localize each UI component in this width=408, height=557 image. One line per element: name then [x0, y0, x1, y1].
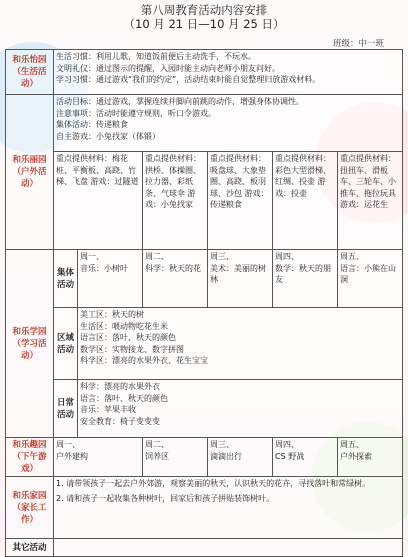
outdoor-zone-2 — [143, 152, 208, 250]
title-text: 第八周教育活动内容安排 — [140, 3, 268, 17]
day-activity: 音乐：小树叶 — [80, 263, 128, 273]
afternoon-day-wed — [208, 438, 273, 477]
life-content — [54, 50, 403, 95]
day-activity: 数学：秋天的朋友 — [275, 263, 331, 284]
afternoon-day-tue — [143, 438, 208, 477]
afternoon-section-label: 和乐趣园（下午游戏） — [6, 438, 54, 477]
area-line: 科学区：漂亮的水果外衣、花生宝宝 — [80, 356, 208, 365]
day-label: 周二、 — [145, 440, 169, 449]
home-row — [6, 477, 403, 539]
area-line: 语言区：落叶、秋天的颜色 — [80, 333, 176, 342]
day-activity: 户外探索 — [340, 451, 372, 461]
other-row — [6, 539, 403, 557]
learning-daily-row — [6, 380, 403, 438]
outdoor-zones-row — [6, 152, 403, 250]
day-activity: 美术：美丽的树林 — [210, 263, 266, 284]
area-activity-label: 区域活动 — [54, 308, 78, 380]
day-activity: 饲养区 — [145, 451, 169, 461]
group-day-fri — [338, 250, 403, 308]
day-label: 周五、 — [340, 440, 364, 449]
afternoon-row — [6, 438, 403, 477]
group-day-mon — [78, 250, 143, 308]
day-activity: 科学：秋天的花 — [145, 263, 201, 273]
outdoor-line: 自主游戏：小兔找家（体锻） — [56, 131, 160, 141]
home-item: 1. 请带领孩子一起去户外郊游，观察美丽的秋天，认识秋天的花卉，寻找落叶和常绿树。 — [56, 479, 371, 488]
daily-line: 语言：落叶、秋天的颜色 — [80, 393, 168, 403]
outdoor-content — [54, 95, 403, 152]
group-day-wed — [208, 250, 273, 308]
other-section-label: 其它活动 — [6, 539, 54, 557]
day-label: 周一、 — [80, 252, 104, 261]
home-item: 2. 请和孩子一起收集各种树叶，回家后和孩子拼贴装饰树叶。 — [56, 493, 275, 503]
day-label: 周五、 — [340, 252, 364, 261]
day-activity: 语言：小熊在山洞 — [340, 263, 396, 284]
outdoor-line: 注意事项：活动时能遵守规则，听口令游戏。 — [56, 108, 216, 118]
life-section-label: 和乐怡园（生活活动） — [6, 50, 54, 95]
zone-text: 重点提供材料：吸盘球、大象垫圈、高跷、板羽球、沙包 游戏：传递粮食 — [210, 154, 269, 209]
schedule-table — [5, 49, 403, 557]
life-line: 学习习惯：通过游戏“我们的约定”，活动结束时能自觉整理归放游戏材料。 — [56, 75, 321, 84]
outdoor-zone-1 — [54, 152, 143, 250]
outdoor-zone-5 — [338, 152, 403, 250]
afternoon-day-thu — [273, 438, 338, 477]
day-activity: CS 野战 — [275, 451, 305, 461]
area-content — [78, 308, 403, 380]
life-line: 生活习惯：利用儿歌，知道饭前便后主动洗手，不玩水。 — [56, 52, 256, 61]
daily-line: 安全教育：椅子变变变 — [80, 416, 160, 426]
group-day-tue — [143, 250, 208, 308]
day-label: 周四、 — [275, 252, 299, 261]
daily-line: 音乐：苹果丰收 — [80, 405, 136, 414]
date-range: （10 月 21 日—10 月 25 日） — [123, 17, 285, 31]
daily-line: 科学：漂亮的水果外衣 — [80, 382, 160, 391]
zone-text: 重点提供材料：拱桥、体操圈、拉力器、彩纸条、气球伞 游戏：小兔找家 — [145, 154, 201, 209]
life-line: 文明礼仪：通过图示的提醒，入园时能主动向老师小朋友问好。 — [56, 63, 280, 73]
area-line: 数学区：实物接龙、数字拼图 — [80, 344, 184, 354]
life-row — [6, 50, 403, 95]
day-label: 周三、 — [210, 440, 234, 449]
daily-content — [78, 380, 403, 438]
outdoor-row — [6, 95, 403, 152]
outdoor-line: 集体活动：传递粮食 — [56, 120, 128, 129]
learning-group-row — [6, 250, 403, 308]
zone-text: 重点提供材料：彩色大型滑梯、红绸、投壶 游戏：投壶 — [275, 154, 331, 198]
learning-area-row — [6, 308, 403, 380]
area-line: 美工区：秋天的树 — [80, 310, 144, 319]
learning-section-label: 和乐学园（学习活动） — [6, 250, 54, 438]
day-activity: 户外建构 — [56, 451, 88, 461]
group-day-thu — [273, 250, 338, 308]
day-activity: 滴滴出行 — [210, 451, 242, 461]
group-activity-label: 集体活动 — [54, 250, 78, 308]
day-label: 周二、 — [145, 252, 169, 261]
zone-text: 重点提供材料：扭扭车、滑板车、三轮车、小推车、拖拉玩具 游戏：运花生 — [340, 154, 396, 209]
outdoor-zone-3 — [208, 152, 273, 250]
day-label: 周三、 — [210, 252, 234, 261]
class-label: 班级：中一班 — [332, 39, 384, 49]
home-section-label: 和乐家园（家长工作） — [6, 477, 54, 539]
afternoon-day-fri — [338, 438, 403, 477]
outdoor-zone-4 — [273, 152, 338, 250]
outdoor-line: 活动目标：通过游戏，掌握连续并脚向前跳的动作，增强身体协调性。 — [56, 97, 304, 106]
home-content — [54, 477, 403, 539]
zone-text: 重点提供材料：梅花桩、平衡板、高跷、竹梯、飞盘 游戏：过隧道 — [56, 154, 139, 186]
day-label: 周一、 — [56, 440, 80, 449]
other-content — [54, 539, 403, 557]
area-line: 生活区：喂动物吃花生米 — [80, 321, 168, 331]
day-label: 周四、 — [275, 440, 299, 449]
afternoon-day-mon — [54, 438, 143, 477]
outdoor-section-label: 和乐丽园（户外活动） — [6, 95, 54, 250]
daily-activity-label: 日常活动 — [54, 380, 78, 438]
document-title — [0, 3, 408, 31]
